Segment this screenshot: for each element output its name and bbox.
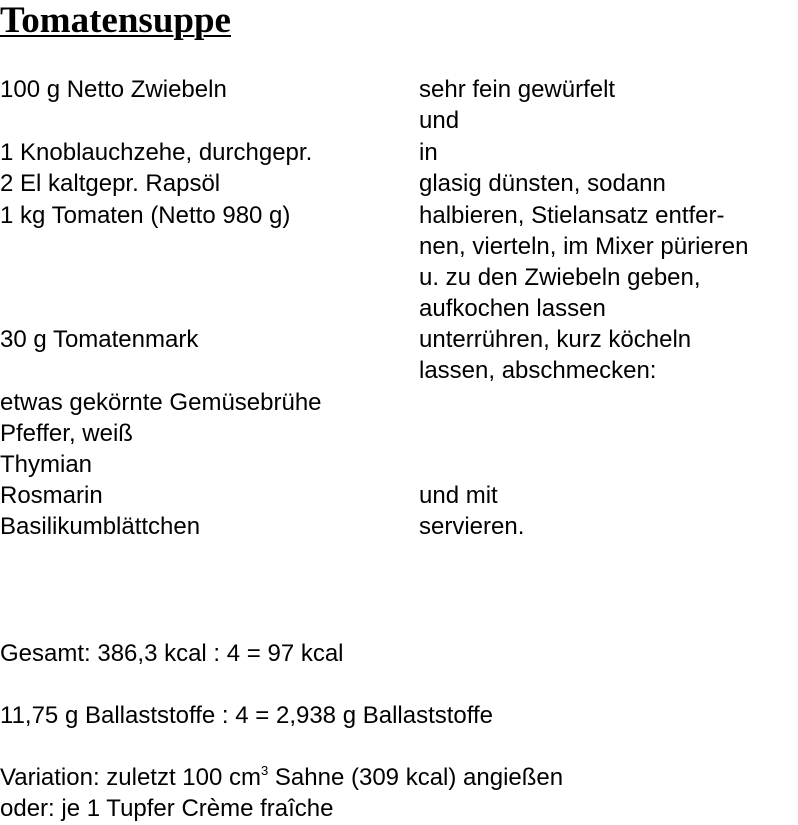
cubic-superscript: 3 (261, 763, 269, 778)
instruction-line: in (419, 139, 438, 166)
instruction-line: glasig dünsten, sodann (419, 170, 666, 197)
ingredient-line: 2 El kaltgepr. Rapsöl (0, 170, 221, 197)
total-calories: Gesamt: 386,3 kcal : 4 = 97 kcal (0, 640, 344, 667)
recipe-title: Tomatensuppe (0, 0, 231, 41)
ingredient-line: Thymian (0, 451, 93, 478)
ingredient-line: 1 kg Tomaten (Netto 980 g) (0, 202, 291, 229)
ingredient-line: Pfeffer, weiß (0, 420, 133, 447)
instruction-line: aufkochen lassen (419, 295, 606, 322)
variation-note (0, 762, 563, 793)
instruction-line: unterrühren, kurz köcheln (419, 326, 692, 353)
alternative-note: oder: je 1 Tupfer Crème fraîche (0, 795, 334, 822)
ingredient-line: Rosmarin (0, 482, 103, 509)
fiber-info: 11,75 g Ballaststoffe : 4 = 2,938 g Ballaststoffe (0, 702, 494, 729)
instruction-line: nen, vierteln, im Mixer pürieren (419, 233, 749, 260)
ingredient-line: Basilikumblättchen (0, 513, 201, 540)
variation-text-end: Sahne (309 kcal) angießen (268, 764, 564, 791)
ingredient-line: 1 Knoblauchzehe, durchgepr. (0, 139, 313, 166)
instruction-line: halbieren, Stielansatz entfer- (419, 202, 725, 229)
instruction-line: und mit (419, 482, 498, 509)
instruction-line: lassen, abschmecken: (419, 357, 657, 384)
instruction-line: u. zu den Zwiebeln geben, (419, 264, 701, 291)
ingredient-line: 30 g Tomatenmark (0, 326, 199, 353)
instruction-line: sehr fein gewürfelt (419, 76, 616, 103)
instruction-line: und (419, 107, 460, 134)
instruction-line: servieren. (419, 513, 525, 540)
variation-text-start: Variation: zuletzt 100 cm (0, 764, 262, 791)
ingredient-line: etwas gekörnte Gemüsebrühe (0, 389, 322, 416)
ingredient-line: 100 g Netto Zwiebeln (0, 76, 227, 103)
